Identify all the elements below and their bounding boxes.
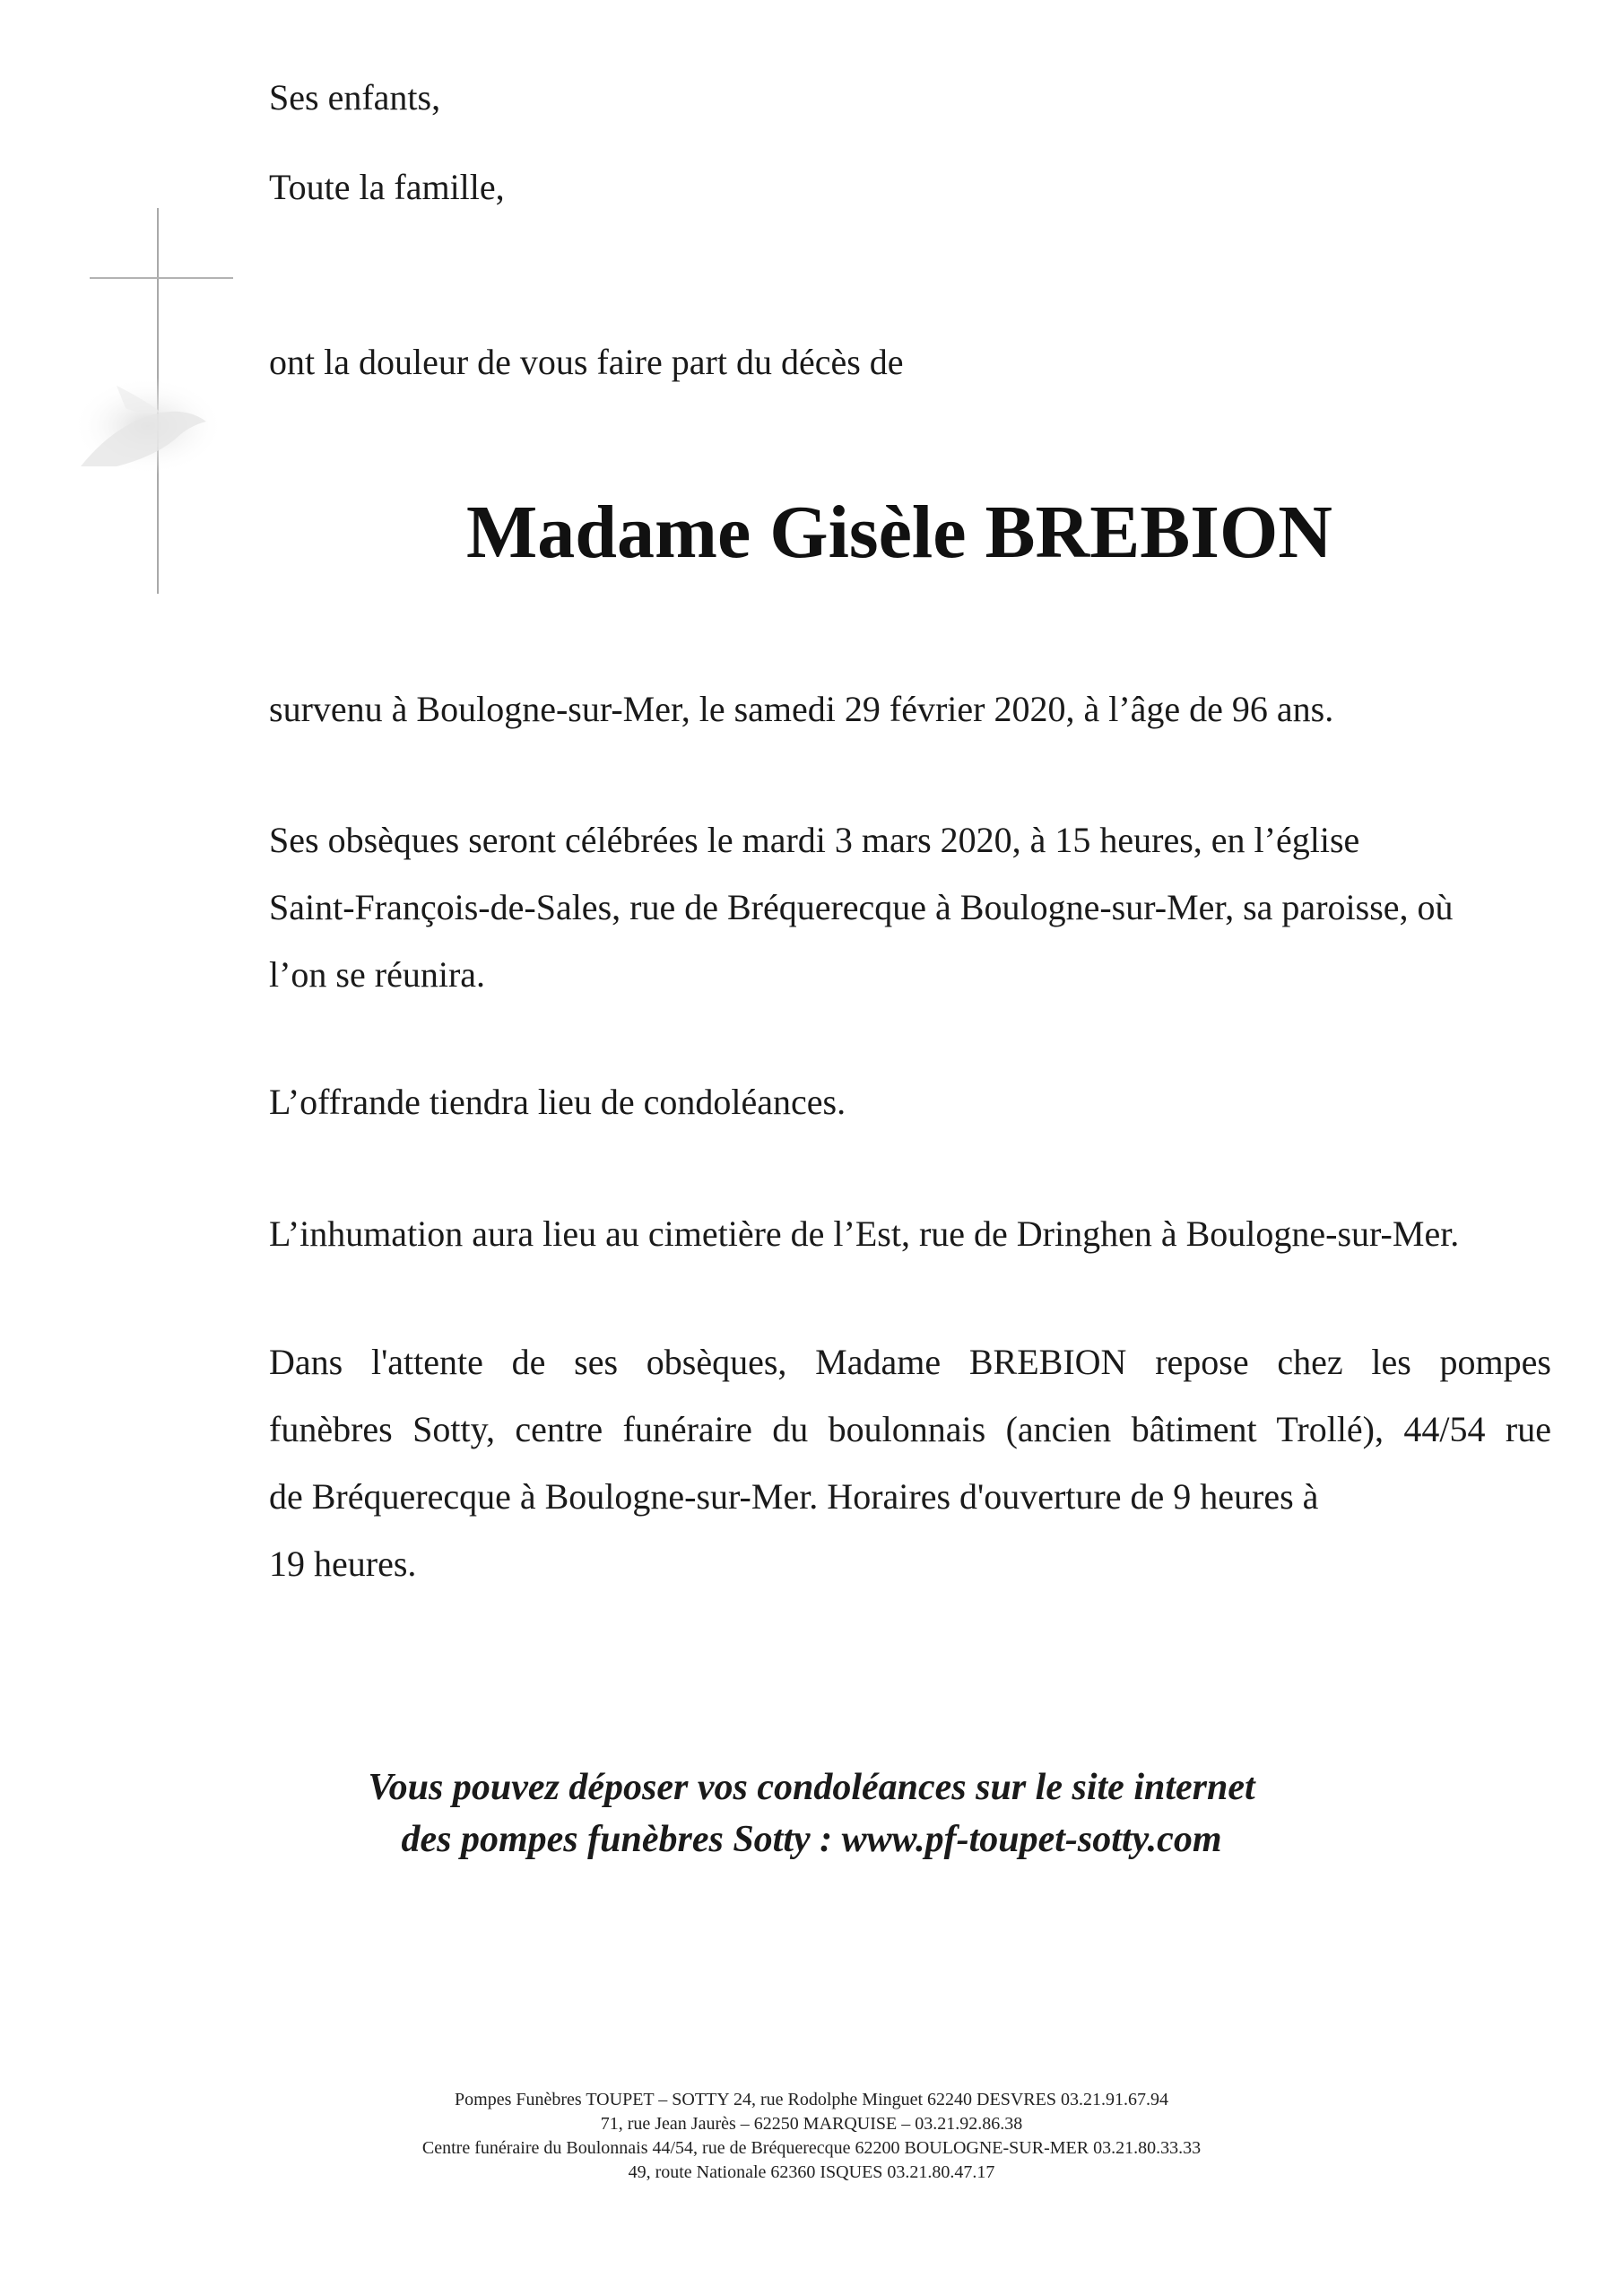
footer-line-3: Centre funéraire du Boulonnais 44/54, rue de Bréquerecque 62200 BOULOGNE-SUR-MER 03.21.80.33.33 xyxy=(421,2138,1202,2158)
burial-line: L’inhumation aura lieu au cimetière de l’Est, rue de Dringhen à Boulogne-sur-Mer. xyxy=(269,1213,1460,1254)
deceased-name: Madame Gisèle BREBION xyxy=(466,491,1332,574)
funeral-line-2: Saint-François-de-Sales, rue de Bréquerecque à Boulogne-sur-Mer, sa paroisse, où xyxy=(269,887,1454,927)
cross-bar xyxy=(90,277,233,279)
rest-line-4: 19 heures. xyxy=(269,1544,417,1584)
funeral-line-3: l’on se réunira. xyxy=(269,954,486,995)
footer-addresses xyxy=(0,2088,1623,2185)
footer-line-1: Pompes Funèbres TOUPET – SOTTY 24, rue Rodolphe Minguet 62240 DESVRES 03.21.91.67.94 xyxy=(455,2090,1168,2109)
offering-line: L’offrande tiendra lieu de condoléances. xyxy=(269,1082,846,1122)
rest-line-1: Dans l'attente de ses obsèques, Madame BREBION repose chez les pompes xyxy=(269,1342,1551,1382)
condolences-block xyxy=(0,1762,1623,1866)
death-info: survenu à Boulogne-sur-Mer, le samedi 29 février 2020, à l’âge de 96 ans. xyxy=(269,689,1334,729)
funeral-line-1: Ses obsèques seront célébrées le mardi 3 mars 2020, à 15 heures, en l’église xyxy=(269,820,1360,860)
line-announce: ont la douleur de vous faire part du décès de xyxy=(269,342,904,382)
rest-line-2: funèbres Sotty, centre funéraire du boulonnais (ancien bâtiment Trollé), 44/54 rue xyxy=(269,1409,1551,1449)
footer-line-2: 71, rue Jean Jaurès – 62250 MARQUISE – 03.21.92.86.38 xyxy=(600,2114,1023,2134)
line-family: Toute la famille, xyxy=(269,167,505,207)
line-children: Ses enfants, xyxy=(269,77,441,117)
footer-line-4: 49, route Nationale 62360 ISQUES 03.21.80.47.17 xyxy=(628,2162,995,2182)
dove-icon xyxy=(63,359,224,493)
rest-line-3: de Bréquerecque à Boulogne-sur-Mer. Horaires d'ouverture de 9 heures à xyxy=(269,1476,1319,1517)
condolences-line-2: des pompes funèbres Sotty : www.pf-toupet-sotty.com xyxy=(401,1818,1222,1860)
condolences-line-1: Vous pouvez déposer vos condoléances sur le site internet xyxy=(368,1767,1255,1808)
